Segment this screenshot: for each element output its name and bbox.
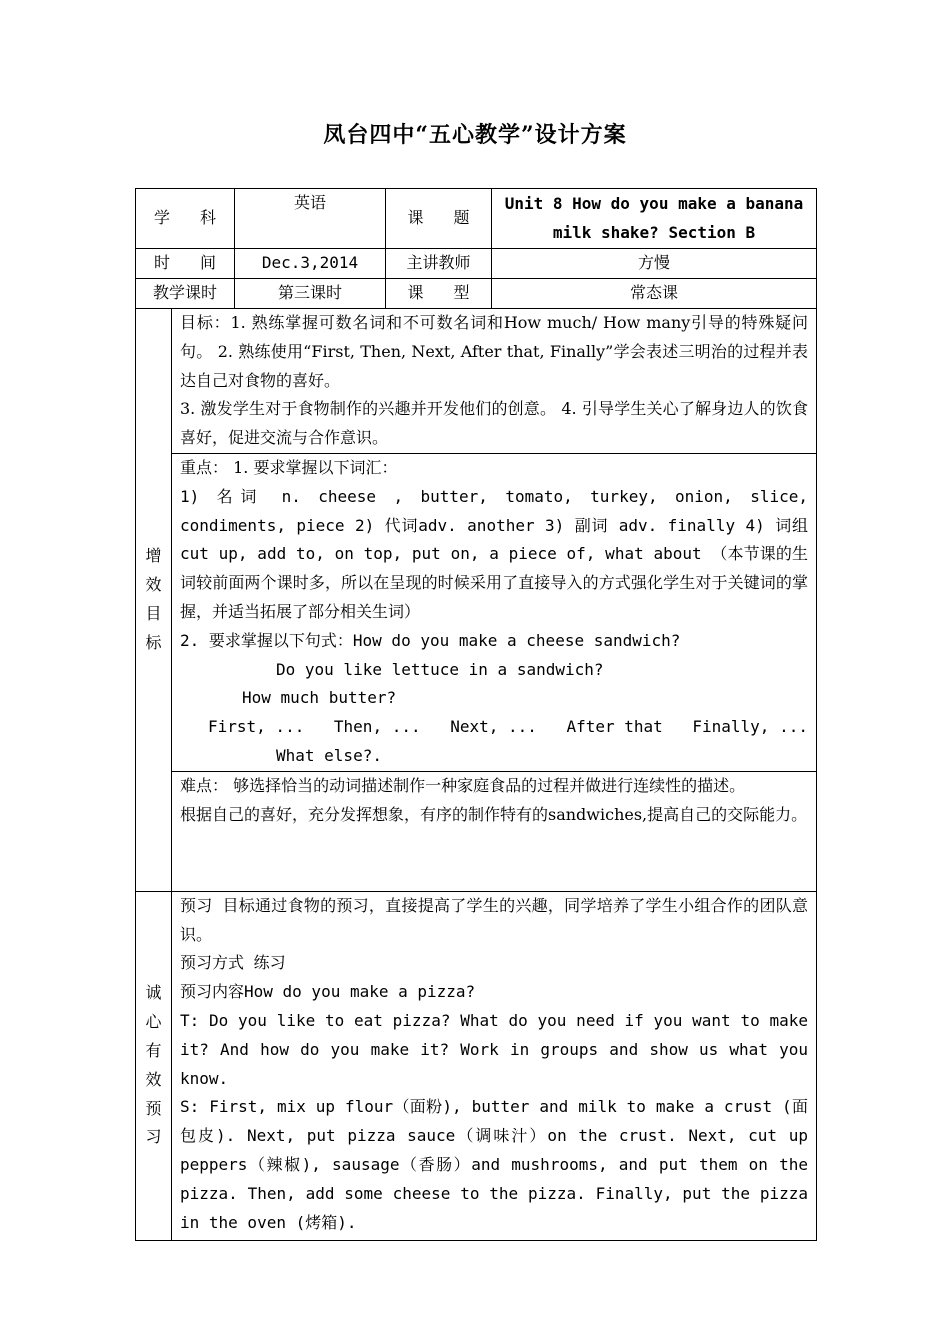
key-points-intro: 重点： 1. 要求掌握以下词汇：	[180, 457, 398, 477]
table-row	[136, 453, 817, 771]
section2-label: 诚 心 有 效 预 习	[136, 891, 172, 1240]
preview-goal: 预习 目标通过食物的预习，直接提高了学生的兴趣，同学培养了学生小组合作的团队意识。	[180, 895, 808, 944]
design-plan-table	[135, 188, 817, 1241]
subject-label: 学 科	[136, 189, 235, 249]
period-label: 教学课时	[136, 279, 235, 309]
page-title: 凤台四中“五心教学”设计方案	[323, 122, 627, 148]
time-value: Dec.3,2014	[235, 249, 386, 279]
table-row	[136, 279, 817, 309]
sentence-pattern-2: Do you like lettuce in a sandwich?	[276, 659, 604, 679]
topic-value: Unit 8 How do you make a banana milk shake? Section B	[492, 189, 817, 249]
topic-label: 课 题	[386, 189, 492, 249]
teacher-value: 方慢	[492, 249, 817, 279]
difficulties-text-1: 难点： 够选择恰当的动词描述制作一种家庭食品的过程并做进行连续性的描述。	[180, 775, 746, 795]
teacher-dialogue: T: Do you like to eat pizza? What do you need if you want to make it? And how do you make it? Work in groups and show us what you know.	[180, 1010, 808, 1088]
sentence-pattern-3: How much butter?	[242, 688, 397, 708]
preview-cell	[172, 891, 817, 1240]
sentence-pattern-5: What else?.	[276, 745, 382, 765]
table-row	[136, 771, 817, 891]
sequence-words: First, ... Then, ... Next, ... After that Finally, ...	[208, 717, 808, 737]
sentence-pattern-1: 2. 要求掌握以下句式：How do you make a cheese sandwich?	[180, 630, 681, 650]
teacher-label: 主讲教师	[386, 249, 492, 279]
table-row	[136, 891, 817, 1240]
goals-cell	[172, 309, 817, 454]
difficulties-cell	[172, 771, 817, 891]
section1-label: 增 效 目 标	[136, 309, 172, 892]
difficulties-text-2: 根据自己的喜好，充分发挥想象，有序的制作特有的sandwiches,提高自己的交际能力。	[180, 804, 808, 824]
key-points-vocab: 1) 名词 n. cheese , butter, tomato, turkey, onion, slice, condiments, piece 2) 代词adv. another 3) 副词 adv. finally 4) 词组 cut up, add to, on top, put on, a piece of, what about （本节课的生词较前面两个课时多，所以在呈现的时候采用了直接导入的方式强化学生对于关键词的掌握，并适当拓展了部分相关生词）	[180, 486, 808, 621]
preview-content: 预习内容How do you make a pizza?	[180, 982, 476, 1002]
subject-value: 英语	[235, 189, 386, 249]
type-value: 常态课	[492, 279, 817, 309]
time-label: 时 间	[136, 249, 235, 279]
student-dialogue: S: First, mix up flour（面粉), butter and milk to make a crust (面包皮). Next, put pizza sauce（调味汁）on the crust. Next, cut up peppers（辣椒), sausage（香肠）and mushrooms, and put them on the pizza. Then, add some cheese to the pizza. Finally, put the pizza in the oven (烤箱).	[180, 1097, 808, 1232]
table-row	[136, 189, 817, 249]
goals-text-1: 目标：1. 熟练掌握可数名词和不可数名词和How much/ How many引导的特殊疑问句。 2. 熟练使用“First, Then, Next, After that, Finally”学会表述三明治的过程并表达自己对食物的喜好。	[180, 313, 808, 390]
table-row	[136, 309, 817, 454]
key-points-cell	[172, 453, 817, 771]
table-row	[136, 249, 817, 279]
goals-text-2: 3. 激发学生对于食物制作的兴趣并开发他们的创意。 4. 引导学生关心了解身边人的饮食喜好，促进交流与合作意识。	[180, 399, 808, 448]
period-value: 第三课时	[235, 279, 386, 309]
preview-method: 预习方式 练习	[180, 953, 286, 973]
type-label: 课 型	[386, 279, 492, 309]
